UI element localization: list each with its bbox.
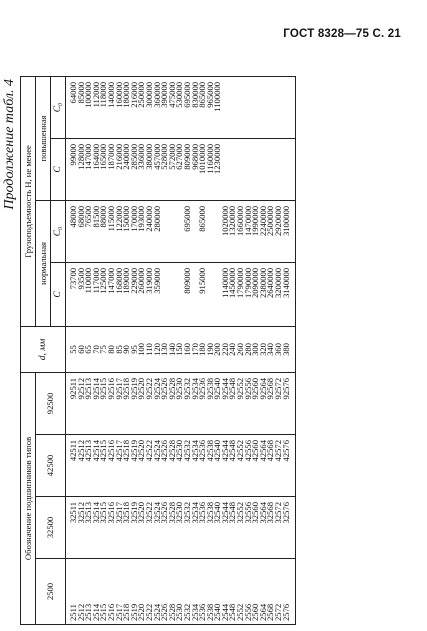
cell-42500: 42540 — [214, 435, 222, 497]
cell-32500: 32512 — [78, 497, 86, 559]
cell-c0-normal: 240000 — [146, 200, 154, 262]
cell-c-raised: 1230000 — [214, 138, 222, 200]
cell-2500: 2540 — [214, 559, 222, 625]
cell-32500: 32572 — [275, 497, 283, 559]
cell-92500: 92526 — [161, 372, 169, 434]
cell-92500: 92515 — [100, 372, 108, 434]
cell-42500: 42513 — [85, 435, 93, 497]
cell-c0-normal: 115000 — [108, 200, 116, 262]
cell-42500: 42532 — [184, 435, 192, 497]
cell-c-raised — [267, 138, 275, 200]
page-header: ГОСТ 8328—75 С. 21 — [283, 28, 401, 40]
cell-42500: 42528 — [169, 435, 177, 497]
cell-c-raised — [245, 138, 253, 200]
cell-32500: 32536 — [199, 497, 207, 559]
cell-32500: 32548 — [229, 497, 237, 559]
cell-92500: 92572 — [275, 372, 283, 434]
cell-c-raised — [222, 138, 230, 200]
cell-d: 280 — [245, 326, 253, 372]
cell-c-raised — [252, 138, 260, 200]
cell-c0-raised — [222, 76, 230, 138]
header-col-32500: 32500 — [36, 497, 66, 559]
cell-2500: 2516 — [108, 559, 116, 625]
cell-d: 60 — [78, 326, 86, 372]
cell-c0-normal: 193000 — [138, 200, 146, 262]
cell-42500: 42514 — [93, 435, 101, 497]
cell-2500: 2513 — [85, 559, 93, 625]
cell-c0-raised: 112000 — [93, 76, 101, 138]
cell-c-normal: 125000 — [100, 262, 108, 326]
cell-92500: 92519 — [131, 372, 139, 434]
cell-92500: 92511 — [66, 372, 78, 434]
header-normal: нормальная — [36, 200, 51, 326]
cell-c0-normal: 1020000 — [222, 200, 230, 262]
cell-c-normal: 2090000 — [252, 262, 260, 326]
cell-42500: 42517 — [116, 435, 124, 497]
cell-32500: 32511 — [66, 497, 78, 559]
cell-c-raised: 99000 — [66, 138, 78, 200]
cell-42500: 42530 — [176, 435, 184, 497]
cell-c-normal: 189000 — [123, 262, 131, 326]
table-body — [66, 76, 296, 624]
cell-c0-raised: 300000 — [146, 76, 154, 138]
cell-d: 320 — [260, 326, 268, 372]
cell-c0-raised: 360000 — [154, 76, 162, 138]
cell-42500: 42536 — [199, 435, 207, 497]
cell-d: 80 — [108, 326, 116, 372]
cell-c0-raised: 160000 — [116, 76, 124, 138]
cell-42500: 42556 — [245, 435, 253, 497]
cell-92500: 92544 — [222, 372, 230, 434]
cell-32500: 32564 — [260, 497, 268, 559]
cell-d: 260 — [237, 326, 245, 372]
cell-2500: 2520 — [138, 559, 146, 625]
cell-c-raised: 1160000 — [207, 138, 215, 200]
cell-c0-raised: 118000 — [100, 76, 108, 138]
cell-d: 100 — [138, 326, 146, 372]
cell-42500: 42516 — [108, 435, 116, 497]
cell-2500: 2532 — [184, 559, 192, 625]
cell-c-raised: 216000 — [116, 138, 124, 200]
cell-c-normal — [161, 262, 169, 326]
cell-c0-raised: 475000 — [169, 76, 177, 138]
cell-2500: 2560 — [252, 559, 260, 625]
cell-c0-raised: 180000 — [123, 76, 131, 138]
cell-2500: 2572 — [275, 559, 283, 625]
cell-32500: 32528 — [169, 497, 177, 559]
cell-d: 360 — [275, 326, 283, 372]
cell-c0-normal: 2920000 — [275, 200, 283, 262]
cell-c-normal: 809000 — [184, 262, 192, 326]
cell-c0-raised: 530000 — [176, 76, 184, 138]
cell-c0-normal: 2500000 — [267, 200, 275, 262]
cell-c-raised: 1010000 — [199, 138, 207, 200]
header-col-2500: 2500 — [36, 559, 66, 625]
header-col-c0-raised: C₀ — [51, 76, 66, 138]
cell-c0-raised: 250000 — [138, 76, 146, 138]
cell-92500: 92540 — [214, 372, 222, 434]
cell-c0-raised: 140000 — [108, 76, 116, 138]
cell-2500: 2564 — [260, 559, 268, 625]
cell-92500: 92520 — [138, 372, 146, 434]
cell-c-raised: 285000 — [131, 138, 139, 200]
cell-c-raised — [275, 138, 283, 200]
cell-2500: 2556 — [245, 559, 253, 625]
cell-c0-raised — [260, 76, 268, 138]
cell-92500: 92530 — [176, 372, 184, 434]
cell-d: 70 — [93, 326, 101, 372]
cell-c-raised: 528000 — [161, 138, 169, 200]
cell-42500: 42518 — [123, 435, 131, 497]
cell-d: 110 — [146, 326, 154, 372]
cell-c0-normal — [169, 200, 177, 262]
header-col-42500: 42500 — [36, 435, 66, 497]
header-col-d: d, мм — [21, 326, 66, 372]
cell-32500: 32530 — [176, 497, 184, 559]
cell-c-normal: 3200000 — [275, 262, 283, 326]
cell-c-raised — [229, 138, 237, 200]
cell-2500: 2511 — [66, 559, 78, 625]
cell-92500: 92513 — [85, 372, 93, 434]
cell-2500: 2544 — [222, 559, 230, 625]
cell-d: 130 — [161, 326, 169, 372]
cell-d: 340 — [267, 326, 275, 372]
cell-2500: 2524 — [154, 559, 162, 625]
cell-42500: 42552 — [237, 435, 245, 497]
cell-d: 170 — [192, 326, 200, 372]
cell-c0-normal: 150000 — [123, 200, 131, 262]
cell-c0-normal: 280000 — [154, 200, 162, 262]
cell-2500: 2534 — [192, 559, 200, 625]
cell-32500: 32538 — [207, 497, 215, 559]
cell-42500: 42512 — [78, 435, 86, 497]
cell-c0-raised: 100000 — [85, 76, 93, 138]
cell-c-normal: 1140000 — [222, 262, 230, 326]
cell-2500: 2518 — [123, 559, 131, 625]
cell-42500: 42522 — [146, 435, 154, 497]
header-col-c-normal: C — [51, 262, 66, 326]
cell-2500: 2552 — [237, 559, 245, 625]
cell-42500: 42534 — [192, 435, 200, 497]
cell-32500: 32534 — [192, 497, 200, 559]
cell-2500: 2515 — [100, 559, 108, 625]
cell-d: 180 — [199, 326, 207, 372]
cell-92500: 92576 — [283, 372, 296, 434]
cell-c0-normal: 170000 — [131, 200, 139, 262]
cell-c0-normal: 1990000 — [252, 200, 260, 262]
cell-c0-normal: 76500 — [85, 200, 93, 262]
cell-c0-normal: 2240000 — [260, 200, 268, 262]
cell-32500: 32526 — [161, 497, 169, 559]
cell-d: 150 — [176, 326, 184, 372]
cell-32500: 32532 — [184, 497, 192, 559]
cell-42500: 42568 — [267, 435, 275, 497]
cell-c-normal: 915000 — [199, 262, 207, 326]
cell-92500: 92536 — [199, 372, 207, 434]
cell-d: 75 — [100, 326, 108, 372]
cell-32500: 32519 — [131, 497, 139, 559]
cell-c0-normal: 695000 — [184, 200, 192, 262]
cell-d: 120 — [154, 326, 162, 372]
cell-32500: 32568 — [267, 497, 275, 559]
cell-c0-normal: 865000 — [199, 200, 207, 262]
cell-c0-raised — [245, 76, 253, 138]
cell-c-normal: 147000 — [108, 262, 116, 326]
cell-c-normal: 117000 — [93, 262, 101, 326]
cell-c-raised: 968000 — [192, 138, 200, 200]
cell-c-normal: 1790000 — [237, 262, 245, 326]
table-header — [21, 76, 66, 624]
cell-c-raised: 187000 — [108, 138, 116, 200]
cell-2500: 2512 — [78, 559, 86, 625]
table-caption: Продолжение табл. 4 — [2, 79, 17, 210]
header-capacity: Грузоподъемность Н, не менее — [21, 76, 36, 326]
cell-32500: 32544 — [222, 497, 230, 559]
cell-2500: 2530 — [176, 559, 184, 625]
cell-c-normal: 110000 — [85, 262, 93, 326]
cell-c0-raised: 390000 — [161, 76, 169, 138]
cell-32500: 32513 — [85, 497, 93, 559]
cell-42500: 42564 — [260, 435, 268, 497]
cell-c0-normal: 122000 — [116, 200, 124, 262]
cell-c0-raised: 1100000 — [214, 76, 222, 138]
cell-32500: 32540 — [214, 497, 222, 559]
cell-32500: 32556 — [245, 497, 253, 559]
cell-32500: 32520 — [138, 497, 146, 559]
cell-2500: 2514 — [93, 559, 101, 625]
cell-92500: 92518 — [123, 372, 131, 434]
cell-92500: 92556 — [245, 372, 253, 434]
cell-c-raised: 240000 — [123, 138, 131, 200]
cell-92500: 92548 — [229, 372, 237, 434]
cell-42500: 42544 — [222, 435, 230, 497]
table-row — [283, 76, 296, 624]
cell-c0-normal: 1660000 — [237, 200, 245, 262]
cell-32500: 32518 — [123, 497, 131, 559]
header-col-92500: 92500 — [36, 372, 66, 434]
cell-c0-normal: 1320000 — [229, 200, 237, 262]
cell-c0-raised: 695000 — [184, 76, 192, 138]
cell-2500: 2519 — [131, 559, 139, 625]
cell-c0-raised — [275, 76, 283, 138]
rotated-table-block — [0, 71, 400, 631]
cell-c-raised: 165000 — [100, 138, 108, 200]
cell-42500: 42560 — [252, 435, 260, 497]
cell-c-raised — [283, 138, 296, 200]
cell-32500: 32517 — [116, 497, 124, 559]
cell-c0-raised: 830000 — [192, 76, 200, 138]
cell-32500: 32576 — [283, 497, 296, 559]
cell-32500: 32516 — [108, 497, 116, 559]
cell-c0-raised: 965000 — [207, 76, 215, 138]
cell-c-normal: 2640000 — [267, 262, 275, 326]
cell-c-normal — [207, 262, 215, 326]
cell-c0-raised — [237, 76, 245, 138]
cell-2500: 2536 — [199, 559, 207, 625]
cell-c-normal: 2380000 — [260, 262, 268, 326]
cell-92500: 92560 — [252, 372, 260, 434]
cell-92500: 92517 — [116, 372, 124, 434]
cell-32500: 32560 — [252, 497, 260, 559]
cell-d: 95 — [131, 326, 139, 372]
cell-32500: 32522 — [146, 497, 154, 559]
cell-c0-normal: 68000 — [78, 200, 86, 262]
cell-92500: 92514 — [93, 372, 101, 434]
header-col-c0-normal: C₀ — [51, 200, 66, 262]
cell-42500: 42524 — [154, 435, 162, 497]
header-designation: Обозначение подшипников типов — [21, 372, 36, 624]
cell-c-normal: 229000 — [131, 262, 139, 326]
cell-c0-raised: 865000 — [199, 76, 207, 138]
cell-92500: 92512 — [78, 372, 86, 434]
cell-d: 200 — [214, 326, 222, 372]
cell-42500: 42520 — [138, 435, 146, 497]
cell-42500: 42572 — [275, 435, 283, 497]
cell-92500: 92516 — [108, 372, 116, 434]
cell-92500: 92568 — [267, 372, 275, 434]
cell-c0-normal: 1470000 — [245, 200, 253, 262]
cell-32500: 32515 — [100, 497, 108, 559]
cell-2500: 2548 — [229, 559, 237, 625]
cell-c-normal — [169, 262, 177, 326]
cell-c0-raised: 216000 — [131, 76, 139, 138]
cell-d: 65 — [85, 326, 93, 372]
cell-92500: 92528 — [169, 372, 177, 434]
cell-92500: 92522 — [146, 372, 154, 434]
cell-92500: 92564 — [260, 372, 268, 434]
cell-d: 160 — [184, 326, 192, 372]
cell-c-raised: 457000 — [154, 138, 162, 200]
cell-92500: 92532 — [184, 372, 192, 434]
cell-c-raised: 147000 — [85, 138, 93, 200]
cell-d: 140 — [169, 326, 177, 372]
cell-92500: 92524 — [154, 372, 162, 434]
cell-c-normal: 3140000 — [283, 262, 296, 326]
cell-d: 300 — [252, 326, 260, 372]
cell-42500: 42576 — [283, 435, 296, 497]
cell-92500: 92552 — [237, 372, 245, 434]
cell-c0-normal: 48000 — [66, 200, 78, 262]
cell-42500: 42548 — [229, 435, 237, 497]
cell-d: 55 — [66, 326, 78, 372]
cell-d: 220 — [222, 326, 230, 372]
cell-c0-raised — [267, 76, 275, 138]
cell-c-normal: 260000 — [138, 262, 146, 326]
cell-c-normal: 168000 — [116, 262, 124, 326]
cell-c-raised: 336000 — [138, 138, 146, 200]
cell-2500: 2517 — [116, 559, 124, 625]
cell-2500: 2568 — [267, 559, 275, 625]
cell-c-raised: 164000 — [93, 138, 101, 200]
cell-42500: 42519 — [131, 435, 139, 497]
cell-c0-raised: 85000 — [78, 76, 86, 138]
cell-c0-raised — [229, 76, 237, 138]
cell-c-raised: 380000 — [146, 138, 154, 200]
cell-2500: 2538 — [207, 559, 215, 625]
cell-42500: 42526 — [161, 435, 169, 497]
header-col-c-raised: C — [51, 138, 66, 200]
cell-c-normal: 1790000 — [245, 262, 253, 326]
cell-c0-raised — [252, 76, 260, 138]
cell-42500: 42511 — [66, 435, 78, 497]
cell-d: 240 — [229, 326, 237, 372]
cell-c-raised: 809000 — [184, 138, 192, 200]
cell-2500: 2576 — [283, 559, 296, 625]
cell-c0-raised: 64000 — [66, 76, 78, 138]
cell-d: 85 — [116, 326, 124, 372]
cell-d: 90 — [123, 326, 131, 372]
cell-d: 380 — [283, 326, 296, 372]
cell-2500: 2526 — [161, 559, 169, 625]
cell-c-raised — [260, 138, 268, 200]
cell-c-raised: 627000 — [176, 138, 184, 200]
cell-2500: 2528 — [169, 559, 177, 625]
cell-c-raised — [237, 138, 245, 200]
cell-32500: 32524 — [154, 497, 162, 559]
cell-92500: 92534 — [192, 372, 200, 434]
cell-c0-normal — [161, 200, 169, 262]
cell-2500: 2522 — [146, 559, 154, 625]
cell-c0-normal: 81500 — [93, 200, 101, 262]
cell-c0-normal: 88000 — [100, 200, 108, 262]
cell-c0-normal: 3100000 — [283, 200, 296, 262]
cell-92500: 92538 — [207, 372, 215, 434]
header-raised: повышенная — [36, 76, 51, 200]
cell-42500: 42538 — [207, 435, 215, 497]
cell-32500: 32552 — [237, 497, 245, 559]
cell-d: 190 — [207, 326, 215, 372]
bearing-table — [20, 76, 296, 625]
cell-c-normal: 319000 — [146, 262, 154, 326]
cell-c0-raised — [283, 76, 296, 138]
cell-c-raised: 128000 — [78, 138, 86, 200]
cell-c-normal: 93500 — [78, 262, 86, 326]
cell-c-normal: 73700 — [66, 262, 78, 326]
cell-c0-normal — [207, 200, 215, 262]
cell-c-normal: 1450000 — [229, 262, 237, 326]
cell-c-raised: 572000 — [169, 138, 177, 200]
cell-42500: 42515 — [100, 435, 108, 497]
cell-32500: 32514 — [93, 497, 101, 559]
cell-c-normal: 359000 — [154, 262, 162, 326]
